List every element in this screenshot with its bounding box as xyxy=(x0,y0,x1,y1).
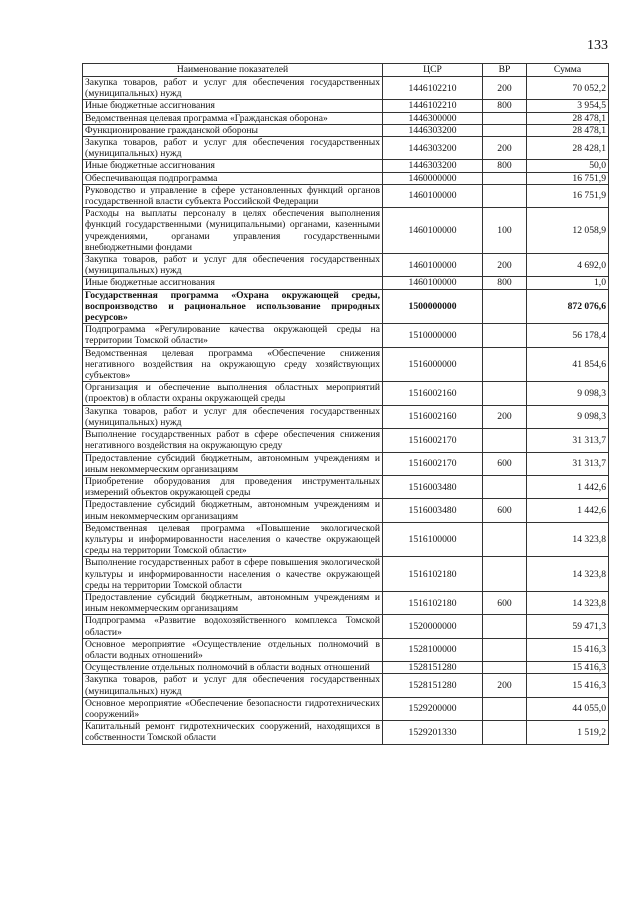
row-sum: 16 751,9 xyxy=(527,172,609,184)
row-name: Закупка товаров, работ и услуг для обеспечения государственных (муниципальных) нужд xyxy=(83,405,383,428)
row-sum: 28 428,1 xyxy=(527,137,609,160)
row-csr: 1516102180 xyxy=(383,557,483,592)
row-csr: 1460000000 xyxy=(383,172,483,184)
row-vr: 600 xyxy=(483,452,527,475)
row-csr: 1516003480 xyxy=(383,499,483,522)
table-row xyxy=(83,208,609,254)
row-vr xyxy=(483,475,527,498)
row-vr xyxy=(483,615,527,638)
row-sum: 14 323,8 xyxy=(527,522,609,557)
row-csr: 1516002170 xyxy=(383,429,483,452)
row-sum: 15 416,3 xyxy=(527,638,609,661)
row-csr: 1446102210 xyxy=(383,100,483,112)
table-header xyxy=(83,64,609,77)
row-sum: 872 076,6 xyxy=(527,289,609,324)
table-row xyxy=(83,697,609,720)
table-row xyxy=(83,452,609,475)
row-csr: 1516002170 xyxy=(383,452,483,475)
row-name: Государственная программа «Охрана окружающей среды, воспроизводство и рациональное использование природных ресурсов» xyxy=(83,289,383,324)
table-row xyxy=(83,382,609,405)
row-name: Закупка товаров, работ и услуг для обеспечения государственных (муниципальных) нужд xyxy=(83,254,383,277)
row-name: Приобретение оборудования для проведения инструментальных измерений объектов окружающей среды xyxy=(83,475,383,498)
table-row xyxy=(83,184,609,207)
row-vr xyxy=(483,662,527,674)
row-vr: 200 xyxy=(483,405,527,428)
row-sum: 14 323,8 xyxy=(527,557,609,592)
row-name: Подпрограмма «Регулирование качества окружающей среды на территории Томской области» xyxy=(83,324,383,347)
row-name: Иные бюджетные ассигнования xyxy=(83,160,383,172)
row-csr: 1460100000 xyxy=(383,208,483,254)
table-row xyxy=(83,277,609,289)
row-name: Предоставление субсидий бюджетным, автономным учреждениям и иным некоммерческим организациям xyxy=(83,591,383,614)
row-name: Закупка товаров, работ и услуг для обеспечения государственных (муниципальных) нужд xyxy=(83,77,383,100)
row-name: Ведомственная целевая программа «Обеспечение снижения негативного воздействия на окружающую среду хозяйствующих субъектов» xyxy=(83,347,383,382)
row-name: Закупка товаров, работ и услуг для обеспечения государственных (муниципальных) нужд xyxy=(83,674,383,697)
row-sum: 44 055,0 xyxy=(527,697,609,720)
row-vr xyxy=(483,557,527,592)
row-vr xyxy=(483,112,527,124)
row-vr: 200 xyxy=(483,137,527,160)
row-vr xyxy=(483,697,527,720)
row-vr xyxy=(483,324,527,347)
row-name: Руководство и управление в сфере установленных функций органов государственной власти субъекта Российской Федерации xyxy=(83,184,383,207)
row-name: Осуществление отдельных полномочий в области водных отношений xyxy=(83,662,383,674)
table-row xyxy=(83,557,609,592)
row-vr xyxy=(483,124,527,136)
header-row xyxy=(83,64,609,77)
row-sum: 41 854,6 xyxy=(527,347,609,382)
row-name: Расходы на выплаты персоналу в целях обеспечения выполнения функций государственными (муниципальными) органами, казенными учреждениями, органами управления государственными внебюджетными фондами xyxy=(83,208,383,254)
row-csr: 1460100000 xyxy=(383,277,483,289)
row-sum: 9 098,3 xyxy=(527,405,609,428)
row-csr: 1446102210 xyxy=(383,77,483,100)
row-sum: 1 519,2 xyxy=(527,721,609,744)
row-vr: 200 xyxy=(483,674,527,697)
row-csr: 1500000000 xyxy=(383,289,483,324)
row-csr: 1516002160 xyxy=(383,382,483,405)
row-csr: 1528151280 xyxy=(383,674,483,697)
row-csr: 1516100000 xyxy=(383,522,483,557)
row-sum: 15 416,3 xyxy=(527,674,609,697)
row-name: Выполнение государственных работ в сфере обеспечения снижения негативного воздействия на окружающую среду xyxy=(83,429,383,452)
row-csr: 1460100000 xyxy=(383,254,483,277)
row-sum: 12 058,9 xyxy=(527,208,609,254)
row-csr: 1460100000 xyxy=(383,184,483,207)
row-vr: 200 xyxy=(483,254,527,277)
table-row xyxy=(83,662,609,674)
table-row xyxy=(83,77,609,100)
row-sum: 56 178,4 xyxy=(527,324,609,347)
row-csr: 1516102180 xyxy=(383,591,483,614)
row-vr: 800 xyxy=(483,277,527,289)
table-row xyxy=(83,429,609,452)
row-csr: 1446303200 xyxy=(383,137,483,160)
table-row xyxy=(83,137,609,160)
row-sum: 70 052,2 xyxy=(527,77,609,100)
row-vr xyxy=(483,429,527,452)
row-name: Ведомственная целевая программа «Гражданская оборона» xyxy=(83,112,383,124)
row-sum: 14 323,8 xyxy=(527,591,609,614)
table-row xyxy=(83,160,609,172)
row-name: Закупка товаров, работ и услуг для обеспечения государственных (муниципальных) нужд xyxy=(83,137,383,160)
row-vr xyxy=(483,638,527,661)
table-row xyxy=(83,674,609,697)
row-csr: 1516002160 xyxy=(383,405,483,428)
row-sum: 3 954,5 xyxy=(527,100,609,112)
row-vr xyxy=(483,382,527,405)
row-vr xyxy=(483,721,527,744)
budget-table xyxy=(82,63,609,745)
table-row xyxy=(83,405,609,428)
row-name: Иные бюджетные ассигнования xyxy=(83,100,383,112)
row-sum: 28 478,1 xyxy=(527,124,609,136)
row-name: Функционирование гражданской обороны xyxy=(83,124,383,136)
row-csr: 1516000000 xyxy=(383,347,483,382)
row-vr: 600 xyxy=(483,499,527,522)
row-sum: 16 751,9 xyxy=(527,184,609,207)
table-row xyxy=(83,112,609,124)
row-sum: 1 442,6 xyxy=(527,499,609,522)
row-csr: 1446300000 xyxy=(383,112,483,124)
row-sum: 4 692,0 xyxy=(527,254,609,277)
table-body xyxy=(83,77,609,745)
row-name: Основное мероприятие «Обеспечение безопасности гидротехнических сооружений» xyxy=(83,697,383,720)
row-vr xyxy=(483,172,527,184)
row-vr: 800 xyxy=(483,160,527,172)
row-name: Подпрограмма «Развитие водохозяйственного комплекса Томской области» xyxy=(83,615,383,638)
table-row xyxy=(83,615,609,638)
page-number: 133 xyxy=(587,38,608,53)
header-vr: ВР xyxy=(483,64,527,77)
table-row xyxy=(83,499,609,522)
row-name: Выполнение государственных работ в сфере повышения экологической культуры и информированности населения о качестве окружающей среды на территории Томской области xyxy=(83,557,383,592)
row-name: Основное мероприятие «Осуществление отдельных полномочий в области водных отношений» xyxy=(83,638,383,661)
table-row xyxy=(83,289,609,324)
header-csr: ЦСР xyxy=(383,64,483,77)
row-vr: 600 xyxy=(483,591,527,614)
table-row xyxy=(83,347,609,382)
row-name: Предоставление субсидий бюджетным, автономным учреждениям и иным некоммерческим организациям xyxy=(83,499,383,522)
row-csr: 1528151280 xyxy=(383,662,483,674)
row-csr: 1529200000 xyxy=(383,697,483,720)
row-name: Организация и обеспечение выполнения областных мероприятий (проектов) в области охраны окружающей среды xyxy=(83,382,383,405)
row-csr: 1516003480 xyxy=(383,475,483,498)
row-sum: 50,0 xyxy=(527,160,609,172)
row-vr xyxy=(483,522,527,557)
row-csr: 1446303200 xyxy=(383,160,483,172)
row-name: Обеспечивающая подпрограмма xyxy=(83,172,383,184)
row-sum: 59 471,3 xyxy=(527,615,609,638)
header-sum: Сумма xyxy=(527,64,609,77)
row-vr: 200 xyxy=(483,77,527,100)
header-name: Наименование показателей xyxy=(83,64,383,77)
row-name: Ведомственная целевая программа «Повышение экологической культуры и информированности населения о качестве окружающей среды на территории Томской области» xyxy=(83,522,383,557)
table-row xyxy=(83,475,609,498)
row-sum: 31 313,7 xyxy=(527,452,609,475)
row-sum: 31 313,7 xyxy=(527,429,609,452)
table-row xyxy=(83,100,609,112)
row-name: Капитальный ремонт гидротехнических сооружений, находящихся в собственности Томской области xyxy=(83,721,383,744)
row-vr xyxy=(483,347,527,382)
table-row xyxy=(83,721,609,744)
table-row xyxy=(83,324,609,347)
row-vr: 100 xyxy=(483,208,527,254)
row-vr xyxy=(483,184,527,207)
row-csr: 1520000000 xyxy=(383,615,483,638)
row-name: Предоставление субсидий бюджетным, автономным учреждениям и иным некоммерческим организациям xyxy=(83,452,383,475)
table-row xyxy=(83,124,609,136)
row-sum: 15 416,3 xyxy=(527,662,609,674)
row-csr: 1446303200 xyxy=(383,124,483,136)
row-sum: 1,0 xyxy=(527,277,609,289)
row-sum: 1 442,6 xyxy=(527,475,609,498)
table-row xyxy=(83,172,609,184)
row-csr: 1528100000 xyxy=(383,638,483,661)
row-name: Иные бюджетные ассигнования xyxy=(83,277,383,289)
table-row xyxy=(83,638,609,661)
row-vr xyxy=(483,289,527,324)
table-row xyxy=(83,591,609,614)
row-sum: 9 098,3 xyxy=(527,382,609,405)
row-vr: 800 xyxy=(483,100,527,112)
row-csr: 1529201330 xyxy=(383,721,483,744)
row-csr: 1510000000 xyxy=(383,324,483,347)
table-row xyxy=(83,522,609,557)
table-row xyxy=(83,254,609,277)
row-sum: 28 478,1 xyxy=(527,112,609,124)
